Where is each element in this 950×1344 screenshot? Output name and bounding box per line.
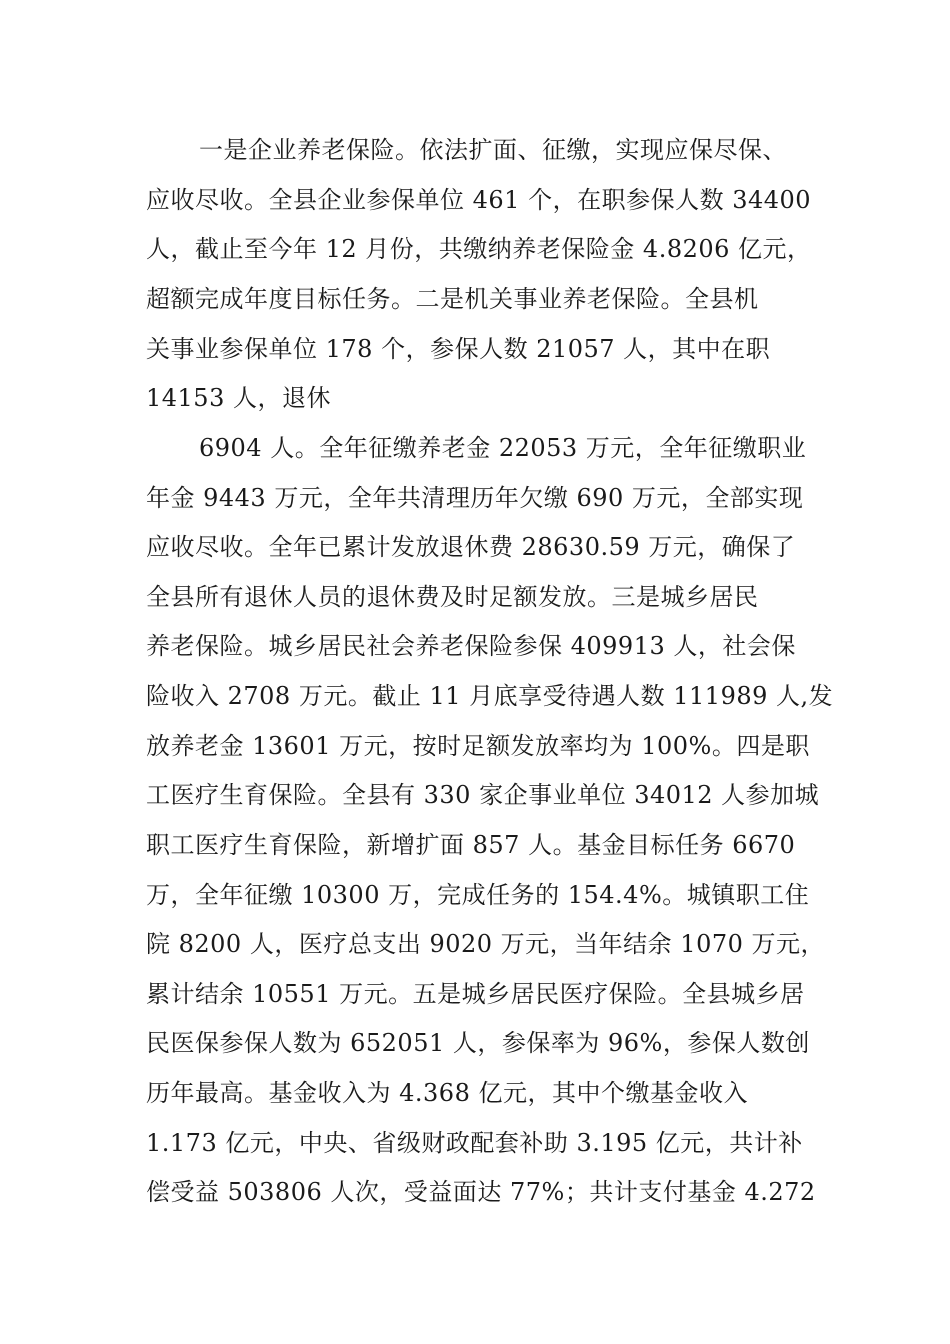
paragraph-line: 14153 人，退休 bbox=[146, 384, 331, 412]
paragraph-line: 养老保险。城乡居民社会养老保险参保 409913 人，社会保 bbox=[146, 632, 796, 660]
paragraph-line: 关事业参保单位 178 个，参保人数 21057 人，其中在职 bbox=[146, 335, 771, 363]
paragraph-line: 6904 人。全年征缴养老金 22053 万元，全年征缴职业 bbox=[199, 434, 807, 462]
paragraph-line: 放养老金 13601 万元，按时足额发放率均为 100%。四是职 bbox=[146, 732, 810, 760]
paragraph-line: 全县所有退休人员的退休费及时足额发放。三是城乡居民 bbox=[146, 583, 759, 611]
paragraph-line: 偿受益 503806 人次，受益面达 77%；共计支付基金 4.272 bbox=[146, 1178, 816, 1206]
paragraph-line: 人，截止至今年 12 月份，共缴纳养老保险金 4.8206 亿元， bbox=[146, 235, 812, 263]
paragraph-line: 应收尽收。全县企业参保单位 461 个，在职参保人数 34400 bbox=[146, 186, 812, 214]
paragraph-line: 职工医疗生育保险，新增扩面 857 人。基金目标任务 6670 bbox=[146, 831, 796, 859]
paragraph-line: 1.173 亿元，中央、省级财政配套补助 3.195 亿元，共计补 bbox=[146, 1129, 803, 1157]
paragraph-line: 一是企业养老保险。依法扩面、征缴，实现应保尽保、 bbox=[199, 136, 787, 164]
paragraph-line: 民医保参保人数为 652051 人，参保率为 96%，参保人数创 bbox=[146, 1029, 810, 1057]
paragraph-line: 年金 9443 万元，全年共清理历年欠缴 690 万元，全部实现 bbox=[146, 484, 804, 512]
paragraph-line: 万，全年征缴 10300 万，完成任务的 154.4%。城镇职工住 bbox=[146, 881, 810, 909]
paragraph-line: 险收入 2708 万元。截止 11 月底享受待遇人数 111989 人,发 bbox=[146, 682, 834, 710]
paragraph-line: 累计结余 10551 万元。五是城乡居民医疗保险。全县城乡居 bbox=[146, 980, 805, 1008]
paragraph-line: 超额完成年度目标任务。二是机关事业养老保险。全县机 bbox=[146, 285, 759, 313]
paragraph-line: 院 8200 人，医疗总支出 9020 万元，当年结余 1070 万元， bbox=[146, 930, 826, 958]
paragraph-line: 工医疗生育保险。全县有 330 家企事业单位 34012 人参加城 bbox=[146, 781, 820, 809]
paragraph-line: 应收尽收。全年已累计发放退休费 28630.59 万元，确保了 bbox=[146, 533, 796, 561]
paragraph-line: 历年最高。基金收入为 4.368 亿元，其中个缴基金收入 bbox=[146, 1079, 748, 1107]
